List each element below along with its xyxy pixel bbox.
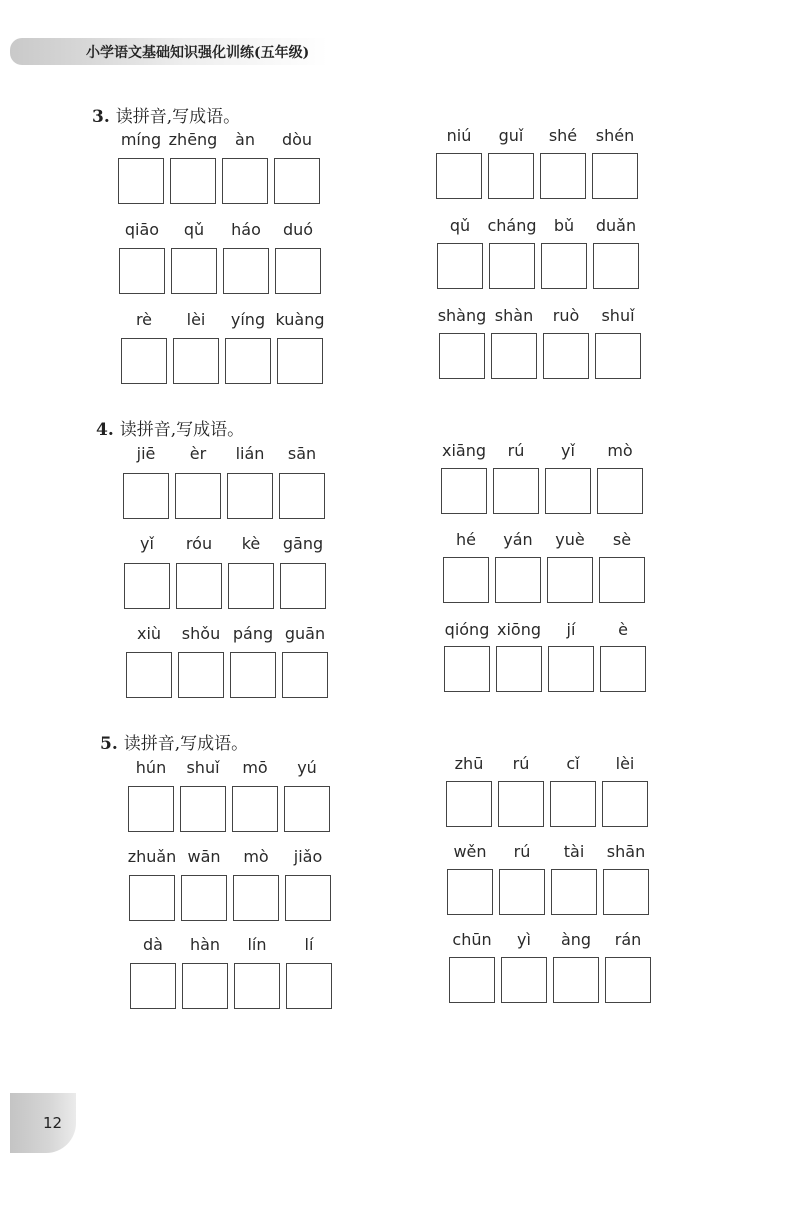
- pinyin-syllable: zhēng: [168, 130, 218, 149]
- book-title: 小学语文基础知识强化训练(五年级): [86, 45, 310, 61]
- pinyin-syllable: hé: [456, 530, 476, 549]
- pinyin-syllable: àng: [560, 930, 592, 949]
- answer-box[interactable]: [173, 338, 219, 384]
- pinyin-syllable: yán: [503, 530, 533, 549]
- answer-box[interactable]: [496, 646, 542, 692]
- exercise-instruction: 读拼音,写成语。: [115, 107, 241, 127]
- pinyin-syllable: niú: [446, 126, 472, 145]
- answer-box[interactable]: [282, 652, 328, 698]
- answer-box[interactable]: [123, 473, 169, 519]
- pinyin-syllable: róu: [185, 534, 213, 553]
- pinyin-syllable: lèi: [186, 310, 206, 329]
- answer-box[interactable]: [449, 957, 495, 1003]
- pinyin-syllable: háo: [231, 220, 261, 239]
- pinyin-syllable: è: [618, 620, 628, 639]
- pinyin-syllable: hàn: [189, 935, 221, 954]
- pinyin-syllable: shén: [595, 126, 635, 145]
- answer-box[interactable]: [501, 957, 547, 1003]
- pinyin-syllable: guān: [284, 624, 326, 643]
- answer-box[interactable]: [600, 646, 646, 692]
- exercise-title-3: [92, 102, 240, 127]
- answer-box[interactable]: [548, 646, 594, 692]
- answer-box[interactable]: [441, 468, 487, 514]
- answer-box[interactable]: [234, 963, 280, 1009]
- answer-box[interactable]: [599, 557, 645, 603]
- answer-box[interactable]: [541, 243, 587, 289]
- pinyin-syllable: zhū: [454, 754, 484, 773]
- answer-box[interactable]: [489, 243, 535, 289]
- answer-box[interactable]: [128, 786, 174, 832]
- answer-box[interactable]: [285, 875, 331, 921]
- answer-box[interactable]: [176, 563, 222, 609]
- pinyin-syllable: shuǐ: [186, 758, 220, 777]
- answer-box[interactable]: [121, 338, 167, 384]
- pinyin-syllable: zhuǎn: [127, 847, 177, 866]
- pinyin-syllable: shàn: [494, 306, 534, 325]
- answer-box[interactable]: [603, 869, 649, 915]
- answer-box[interactable]: [233, 875, 279, 921]
- answer-box[interactable]: [543, 333, 589, 379]
- pinyin-syllable: sè: [612, 530, 632, 549]
- answer-box[interactable]: [181, 875, 227, 921]
- answer-box[interactable]: [443, 557, 489, 603]
- answer-box[interactable]: [171, 248, 217, 294]
- answer-box[interactable]: [130, 963, 176, 1009]
- answer-box[interactable]: [230, 652, 276, 698]
- answer-box[interactable]: [499, 869, 545, 915]
- answer-box[interactable]: [284, 786, 330, 832]
- pinyin-syllable: sān: [287, 444, 317, 463]
- answer-box[interactable]: [286, 963, 332, 1009]
- exercise-title-5: [100, 729, 248, 754]
- pinyin-syllable: jí: [566, 620, 576, 639]
- answer-box[interactable]: [447, 869, 493, 915]
- answer-box[interactable]: [551, 869, 597, 915]
- pinyin-syllable: lèi: [615, 754, 635, 773]
- answer-box[interactable]: [279, 473, 325, 519]
- exercise-number: 4.: [96, 420, 114, 440]
- pinyin-syllable: lí: [304, 935, 314, 954]
- exercise-instruction: 读拼音,写成语。: [119, 420, 245, 440]
- pinyin-syllable: wān: [187, 847, 221, 866]
- pinyin-syllable: yì: [517, 930, 531, 949]
- pinyin-syllable: mò: [243, 847, 269, 866]
- pinyin-syllable: míng: [120, 130, 162, 149]
- pinyin-syllable: cháng: [487, 216, 537, 235]
- pinyin-syllable: qǔ: [449, 216, 471, 235]
- answer-box[interactable]: [495, 557, 541, 603]
- answer-box[interactable]: [124, 563, 170, 609]
- pinyin-syllable: yú: [297, 758, 317, 777]
- pinyin-syllable: shuǐ: [601, 306, 635, 325]
- answer-box[interactable]: [491, 333, 537, 379]
- answer-box[interactable]: [126, 652, 172, 698]
- answer-box[interactable]: [275, 248, 321, 294]
- answer-box[interactable]: [119, 248, 165, 294]
- answer-box[interactable]: [547, 557, 593, 603]
- pinyin-syllable: guǐ: [498, 126, 524, 145]
- exercise-instruction: 读拼音,写成语。: [123, 734, 249, 754]
- answer-box[interactable]: [277, 338, 323, 384]
- answer-box[interactable]: [222, 158, 268, 204]
- pinyin-syllable: kè: [241, 534, 261, 553]
- answer-box[interactable]: [550, 781, 596, 827]
- pinyin-syllable: yuè: [555, 530, 585, 549]
- answer-box[interactable]: [280, 563, 326, 609]
- answer-box[interactable]: [595, 333, 641, 379]
- pinyin-syllable: xiōng: [497, 620, 541, 639]
- pinyin-syllable: hún: [135, 758, 167, 777]
- answer-box[interactable]: [605, 957, 651, 1003]
- answer-box[interactable]: [446, 781, 492, 827]
- pinyin-syllable: wěn: [453, 842, 487, 861]
- pinyin-syllable: jiǎo: [293, 847, 323, 866]
- pinyin-syllable: cǐ: [566, 754, 580, 773]
- pinyin-syllable: lián: [235, 444, 265, 463]
- pinyin-syllable: chūn: [452, 930, 492, 949]
- pinyin-syllable: xiāng: [441, 441, 486, 460]
- pinyin-syllable: páng: [232, 624, 274, 643]
- answer-box[interactable]: [436, 153, 482, 199]
- answer-box[interactable]: [444, 646, 490, 692]
- pinyin-syllable: dà: [143, 935, 163, 954]
- answer-box[interactable]: [597, 468, 643, 514]
- pinyin-syllable: yíng: [230, 310, 266, 329]
- pinyin-syllable: bǔ: [553, 216, 575, 235]
- pinyin-syllable: rè: [135, 310, 153, 329]
- answer-box[interactable]: [274, 158, 320, 204]
- answer-box[interactable]: [592, 153, 638, 199]
- answer-box[interactable]: [182, 963, 228, 1009]
- pinyin-syllable: qǔ: [183, 220, 205, 239]
- answer-box[interactable]: [540, 153, 586, 199]
- pinyin-syllable: lín: [247, 935, 267, 954]
- pinyin-syllable: mō: [242, 758, 268, 777]
- exercise-title-4: [96, 415, 244, 440]
- answer-box[interactable]: [593, 243, 639, 289]
- pinyin-syllable: rú: [512, 754, 530, 773]
- answer-box[interactable]: [545, 468, 591, 514]
- pinyin-syllable: àn: [235, 130, 255, 149]
- pinyin-syllable: èr: [189, 444, 207, 463]
- pinyin-syllable: gāng: [282, 534, 324, 553]
- pinyin-syllable: shé: [548, 126, 578, 145]
- pinyin-syllable: yǐ: [561, 441, 575, 460]
- answer-box[interactable]: [602, 781, 648, 827]
- answer-box[interactable]: [223, 248, 269, 294]
- answer-box[interactable]: [227, 473, 273, 519]
- pinyin-syllable: shàng: [437, 306, 487, 325]
- pinyin-syllable: dòu: [281, 130, 313, 149]
- answer-box[interactable]: [118, 158, 164, 204]
- pinyin-syllable: qiāo: [124, 220, 160, 239]
- pinyin-syllable: kuàng: [275, 310, 325, 329]
- answer-box[interactable]: [232, 786, 278, 832]
- pinyin-syllable: shān: [606, 842, 646, 861]
- pinyin-syllable: rú: [507, 441, 525, 460]
- pinyin-syllable: yǐ: [140, 534, 154, 553]
- pinyin-syllable: qióng: [444, 620, 490, 639]
- page-number: 12: [43, 1114, 63, 1132]
- pinyin-syllable: tài: [563, 842, 585, 861]
- pinyin-syllable: duǎn: [595, 216, 637, 235]
- answer-box[interactable]: [553, 957, 599, 1003]
- pinyin-syllable: xiù: [136, 624, 162, 643]
- answer-box[interactable]: [498, 781, 544, 827]
- pinyin-syllable: rán: [614, 930, 642, 949]
- pinyin-syllable: ruò: [552, 306, 580, 325]
- answer-box[interactable]: [129, 875, 175, 921]
- answer-box[interactable]: [225, 338, 271, 384]
- answer-box[interactable]: [439, 333, 485, 379]
- answer-box[interactable]: [178, 652, 224, 698]
- exercise-number: 3.: [92, 107, 110, 127]
- pinyin-syllable: jiē: [136, 444, 156, 463]
- answer-box[interactable]: [493, 468, 539, 514]
- answer-box[interactable]: [488, 153, 534, 199]
- answer-box[interactable]: [228, 563, 274, 609]
- pinyin-syllable: shǒu: [181, 624, 221, 643]
- exercise-number: 5.: [100, 734, 118, 754]
- answer-box[interactable]: [170, 158, 216, 204]
- pinyin-syllable: duó: [282, 220, 314, 239]
- answer-box[interactable]: [180, 786, 226, 832]
- answer-box[interactable]: [437, 243, 483, 289]
- pinyin-syllable: mò: [607, 441, 633, 460]
- pinyin-syllable: rú: [513, 842, 531, 861]
- answer-box[interactable]: [175, 473, 221, 519]
